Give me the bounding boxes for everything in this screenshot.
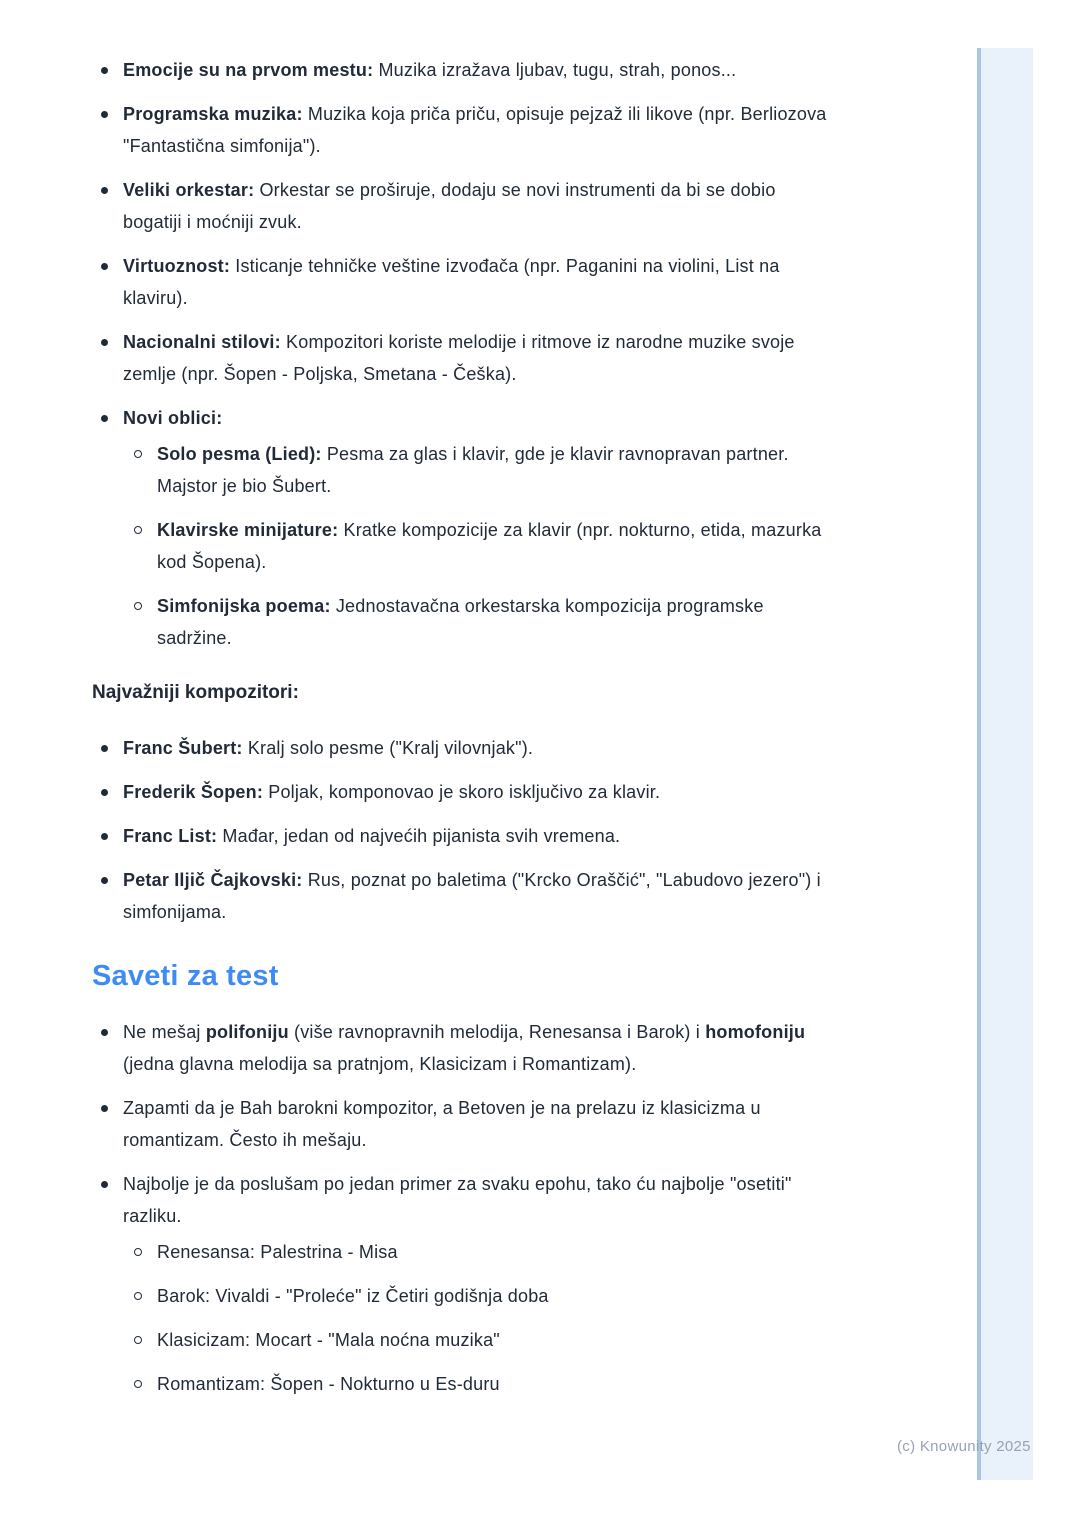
bold-text-segment: Solo pesma (Lied): [157, 444, 322, 464]
text-segment: Klasicizam: Mocart - "Mala noćna muzika" [157, 1330, 500, 1350]
text-segment: Orkestar se proširuje, dodaju se novi instrumenti da bi se dobio bogatiji i moćniji zvuk. [123, 180, 776, 232]
text-segment: Muzika koja priča priču, opisuje pejzaž ili likove (npr. Berliozova "Fantastična simfonija"). [123, 104, 827, 156]
text-segment: Kompozitori koriste melodije i ritmove iz narodne muzike svoje zemlje (npr. Šopen - Poljska, Smetana - Češka). [123, 332, 795, 384]
text-segment: Zapamti da je Bah barokni kompozitor, a Betoven je na prelazu iz klasicizma u romantizam. Često ih mešaju. [123, 1098, 761, 1150]
text-segment: Najbolje je da poslušam po jedan primer za svaku epohu, tako ću najbolje "osetiti" razliku. [123, 1174, 792, 1226]
list-item [92, 776, 832, 808]
text-segment: Poljak, komponovao je skoro isključivo za klavir. [263, 782, 661, 802]
bold-text-segment: Klavirske minijature: [157, 520, 339, 540]
text-segment: Kratke kompozicije za klavir (npr. nokturno, etida, mazurka kod Šopena). [157, 520, 822, 572]
bold-text-segment: polifoniju [205, 1022, 289, 1042]
list-item [92, 820, 832, 852]
list-item [92, 54, 832, 86]
list-item [92, 864, 832, 928]
list-item [123, 1280, 832, 1312]
bold-text-segment: Programska muzika: [123, 104, 303, 124]
list-item [123, 1324, 832, 1356]
text-segment: Kralj solo pesme ("Kralj vilovnjak"). [242, 738, 534, 758]
text-segment: Romantizam: Šopen - Nokturno u Es-duru [157, 1374, 500, 1394]
bold-text-segment: Veliki orkestar: [123, 180, 255, 200]
bold-text-segment: Franc List: [123, 826, 218, 846]
romanticism-characteristics-list [92, 54, 832, 654]
section-heading-saveti: Saveti za test [92, 960, 279, 992]
bold-text-segment: Simfonijska poema: [157, 596, 331, 616]
list-item [92, 326, 832, 390]
text-segment: Pesma za glas i klavir, gde je klavir ravnopravan partner. Majstor je bio Šubert. [157, 444, 789, 496]
list-item [92, 402, 832, 654]
text-segment: Ne mešaj [123, 1022, 206, 1042]
bold-text-segment: Nacionalni stilovi: [123, 332, 281, 352]
text-segment: Mađar, jedan od najvećih pijanista svih vremena. [217, 826, 621, 846]
text-segment: Jednostavačna orkestarska kompozicija programske sadržine. [157, 596, 764, 648]
text-segment: Isticanje tehničke veštine izvođača (npr. Paganini na violini, List na klaviru). [123, 256, 780, 308]
bold-text-segment: homofoniju [705, 1022, 806, 1042]
text-segment: Rus, poznat po baletima ("Krcko Oraščić", "Labudovo jezero") i simfonijama. [123, 870, 821, 922]
list-item [123, 1236, 832, 1268]
list-item [92, 1016, 832, 1080]
bold-text-segment: Frederik Šopen: [123, 782, 264, 802]
bold-text-segment: Petar Iljič Čajkovski: [123, 870, 303, 890]
list-item [123, 1368, 832, 1400]
sub-list [123, 1236, 832, 1400]
watermark-text: (c) Knowunity 2025 [897, 1438, 1031, 1455]
text-segment: Barok: Vivaldi - "Proleće" iz Četiri godišnja doba [157, 1286, 549, 1306]
side-accent-panel [977, 48, 1033, 1480]
list-item [92, 732, 832, 764]
text-segment: (više ravnopravnih melodija, Renesansa i Barok) i [288, 1022, 706, 1042]
bold-text-segment: Emocije su na prvom mestu: [123, 60, 374, 80]
list-item [92, 250, 832, 314]
section-heading-kompozitori: Najvažniji kompozitori: [92, 682, 299, 703]
composers-list [92, 732, 832, 928]
list-item [123, 514, 832, 578]
test-tips-list [92, 1016, 832, 1400]
text-segment: Renesansa: Palestrina - Misa [157, 1242, 398, 1262]
list-item [92, 1092, 832, 1156]
text-segment: Muzika izražava ljubav, tugu, strah, ponos... [373, 60, 737, 80]
list-item [92, 1168, 832, 1400]
list-item [123, 590, 832, 654]
list-item [123, 438, 832, 502]
list-item [92, 174, 832, 238]
document-content [92, 54, 832, 1412]
bold-text-segment: Franc Šubert: [123, 738, 243, 758]
list-item [92, 98, 832, 162]
bold-text-segment: Novi oblici: [123, 408, 223, 428]
text-segment: (jedna glavna melodija sa pratnjom, Klasicizam i Romantizam). [123, 1054, 637, 1074]
sub-list [123, 438, 832, 654]
bold-text-segment: Virtuoznost: [123, 256, 231, 276]
